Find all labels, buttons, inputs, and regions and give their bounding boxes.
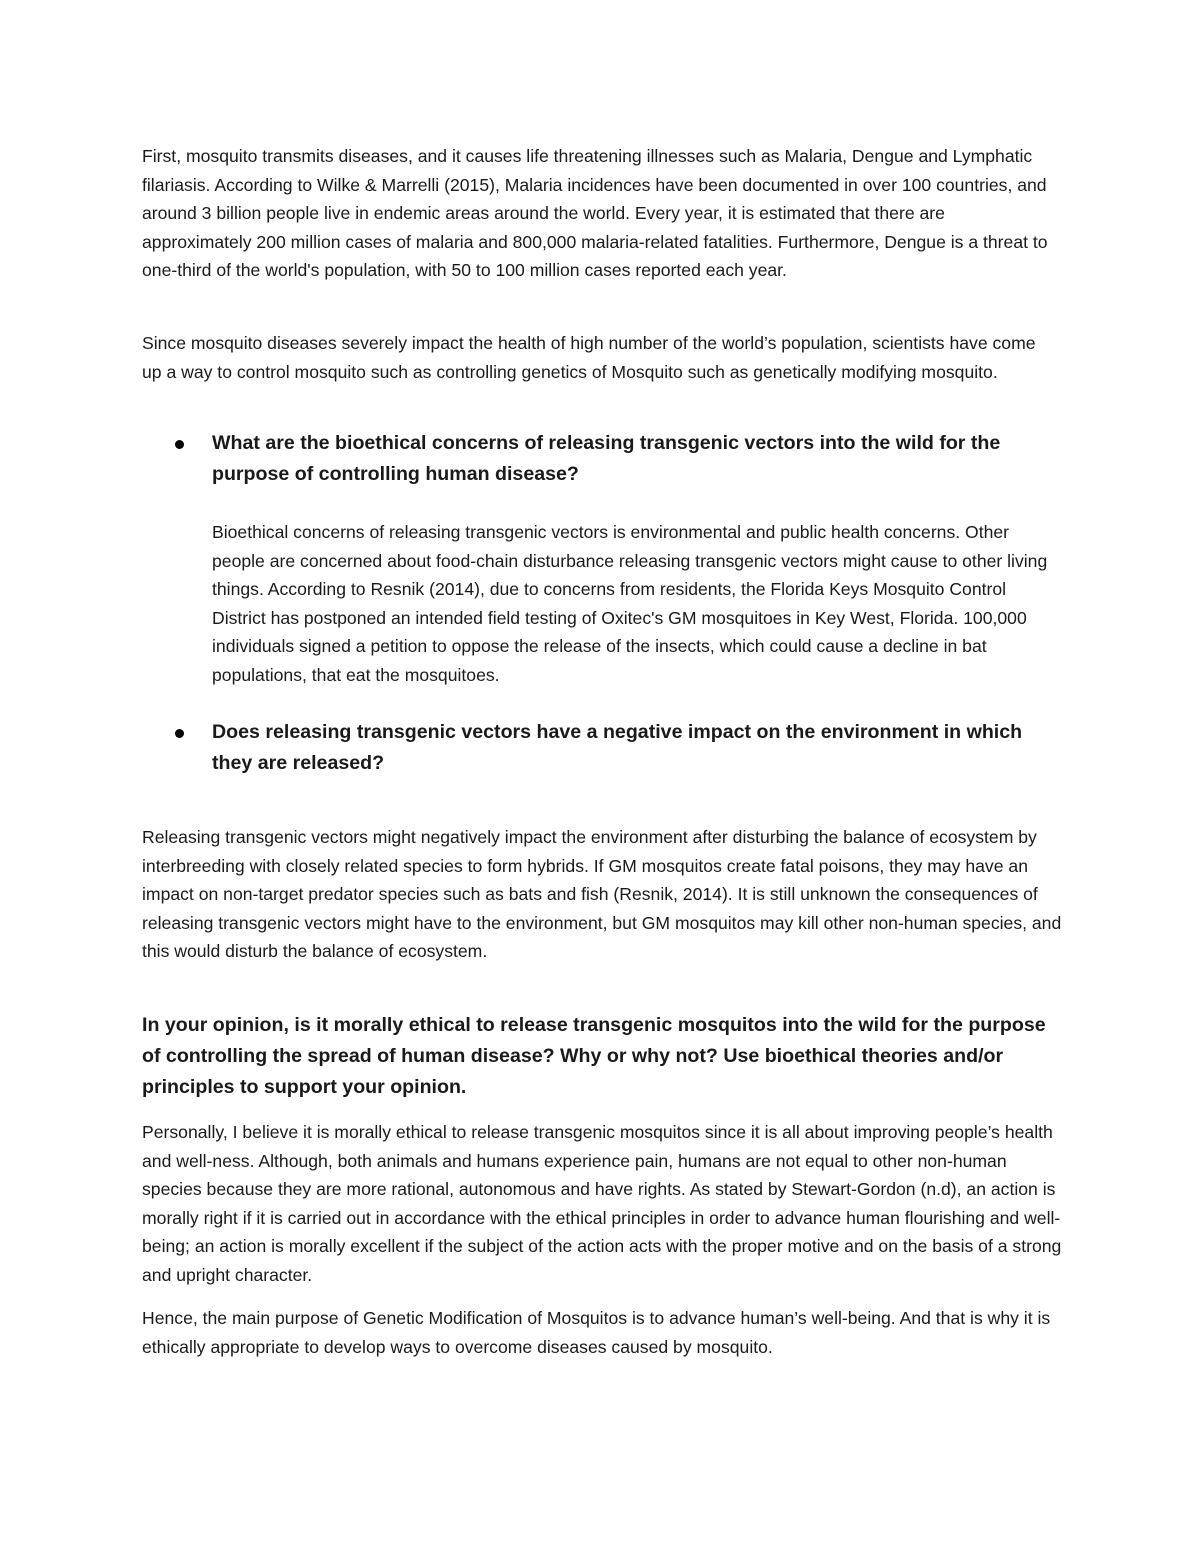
- question-bioethical-heading: What are the bioethical concerns of releasing transgenic vectors into the wild for the purpose of controlling human disease?: [212, 432, 1001, 485]
- question-environment-heading: Does releasing transgenic vectors have a negative impact on the environment in which they are released?: [212, 721, 1023, 774]
- conclusion-paragraph: Hence, the main purpose of Genetic Modification of Mosquitos is to advance human’s well-being. And that is why it is ethically appropriate to develop ways to overcome diseases caused by mosquito.: [142, 1308, 1051, 1357]
- bullet-icon: [175, 729, 184, 738]
- intro-paragraph: First, mosquito transmits diseases, and it causes life threatening illnesses such as Malaria, Dengue and Lymphatic filariasis. According to Wilke & Marrelli (2015), Malaria incidences have been documented in over 100 countries, and around 3 billion people live in endemic areas around the world. Every year, it is estimated that there are approximately 200 million cases of malaria and 800,000 malaria-related fatalities. Furthermore, Dengue is a threat to one-third of the world's population, with 50 to 100 million cases reported each year.: [142, 146, 1048, 280]
- environment-answer-paragraph: Releasing transgenic vectors might negatively impact the environment after disturbing the balance of ecosystem by interbreeding with closely related species to form hybrids. If GM mosquitos create fatal poisons, they may have an impact on non-target predator species such as bats and fish (Resnik, 2014). It is still unknown the consequences of releasing transgenic vectors might have to the environment, but GM mosquitos may kill other non-human species, and this would disturb the balance of ecosystem.: [142, 827, 1062, 961]
- question-opinion-heading: In your opinion, is it morally ethical to release transgenic mosquitos into the wild for the purpose of controlling the spread of human disease? Why or why not? Use bioethical theories and/or principles to support your opinion.: [142, 1014, 1046, 1098]
- since-paragraph: Since mosquito diseases severely impact the health of high number of the world’s population, scientists have come up a way to control mosquito such as controlling genetics of Mosquito such as genetically modifying mosquito.: [142, 333, 1036, 382]
- bullet-icon: [175, 440, 184, 449]
- opinion-answer-paragraph: Personally, I believe it is morally ethical to release transgenic mosquitos since it is all about improving people’s health and well-ness. Although, both animals and humans experience pain, humans are not equal to other non-human species because they are more rational, autonomous and have rights. As stated by Stewart-Gordon (n.d), an action is morally right if it is carried out in accordance with the ethical principles in order to advance human flourishing and well-being; an action is morally excellent if the subject of the action acts with the proper motive and on the basis of a strong and upright character.: [142, 1122, 1062, 1285]
- bioethical-answer-paragraph: Bioethical concerns of releasing transgenic vectors is environmental and public health concerns. Other people are concerned about food-chain disturbance releasing transgenic vectors might cause to other living things. According to Resnik (2014), due to concerns from residents, the Florida Keys Mosquito Control District has postponed an intended field testing of Oxitec's GM mosquitoes in Key West, Florida. 100,000 individuals signed a petition to oppose the release of the insects, which could cause a decline in bat populations, that eat the mosquitoes.: [212, 522, 1048, 685]
